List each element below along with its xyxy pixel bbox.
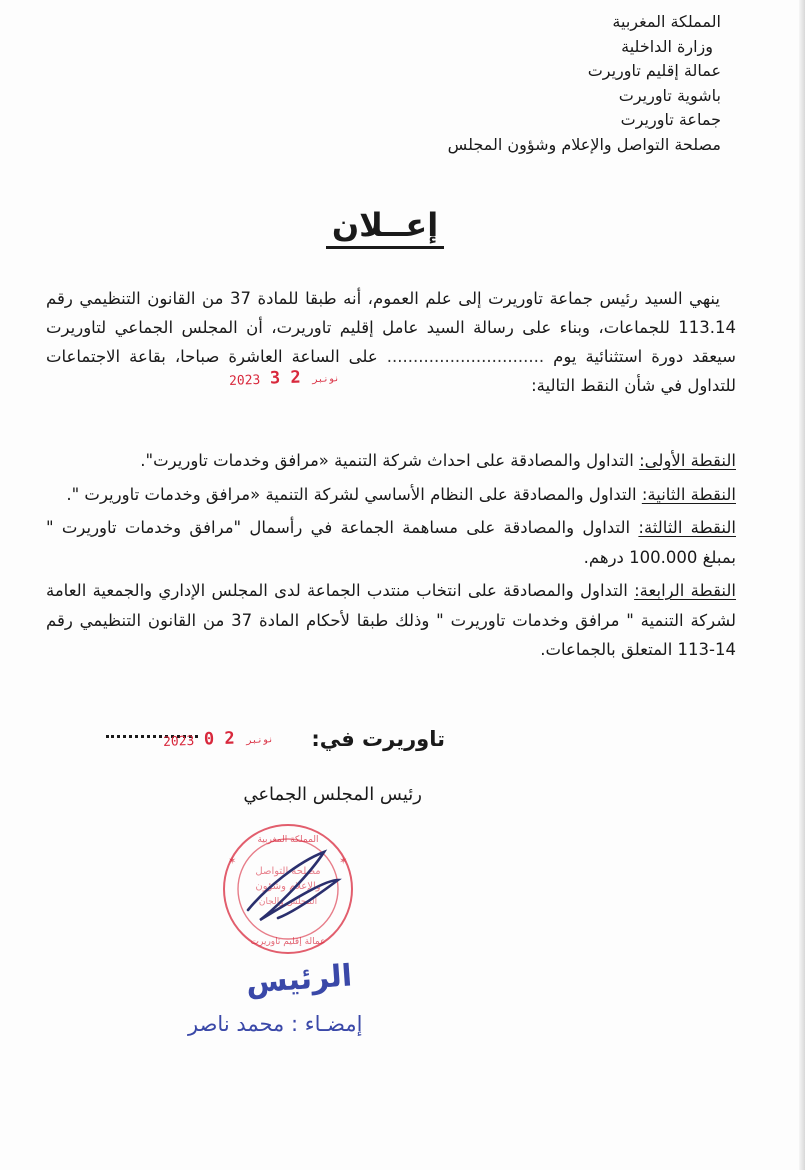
seal-inner-line-1: مصلحة التواصل <box>255 866 321 877</box>
president-signature-title: الرئيس <box>244 958 354 1001</box>
president-label: رئيس المجلس الجماعي <box>243 784 422 805</box>
agenda-point-text: التداول والمصادقة على انتخاب منتدب الجماعة لدى المجلس الإداري والجمعية العامة لشركة التنمية " مرافق وخدمات تاوريرت " وذلك طبقا لأحكام المادة 37 من القانون التنظيمي رقم 14-113 المتعلق بالجماعات. <box>46 581 736 659</box>
agenda-point-label: النقطة الأولى: <box>639 451 736 470</box>
agenda-point-text: التداول والمصادقة على النظام الأساسي لشركة التنمية «مرافق وخدمات تاوريرت ". <box>66 484 642 504</box>
agenda-point-1 <box>46 446 736 476</box>
seal-star-icon: ✶ <box>339 856 348 867</box>
seal-outer-text: المملكة المغربية <box>257 835 319 845</box>
seal-star-icon: ✶ <box>228 856 237 867</box>
letterhead-line: المملكة المغربية <box>612 12 721 31</box>
announcement-title <box>0 206 770 244</box>
seal-inner-line-2: والإعلام وشؤون <box>255 881 321 892</box>
place-date-label: تاوريرت في: <box>311 727 445 751</box>
agenda-points <box>46 446 736 669</box>
letterhead-line: باشوية تاوريرت <box>618 85 721 105</box>
letterhead-line: وزارة الداخلية <box>621 36 713 56</box>
letterhead-line: عمالة إقليم تاوريرت <box>587 61 721 80</box>
stamp-day: 2 0 <box>203 728 236 750</box>
stamp-month: نونبر <box>312 374 340 386</box>
agenda-point-text: التداول والمصادقة على مساهمة الجماعة في رأسمال "مرافق وخدمات تاوريرت " بمبلغ 100.000 درهم. <box>46 518 736 567</box>
seal-inner-line-3: المجلس والجان <box>258 897 318 907</box>
agenda-point-label: النقطة الثانية: <box>641 484 736 504</box>
intro-text-part2: على الساعة العاشرة صباحا، بقاعة الاجتماعات للتداول في شأن النقط التالية: <box>46 347 736 395</box>
stamp-day: 2 3 <box>269 367 302 389</box>
agenda-point-text: التداول والمصادقة على احداث شركة التنمية «مرافق وخدمات تاوريرت". <box>140 451 640 470</box>
page-edge-shadow <box>799 0 805 1170</box>
session-date-stamp <box>229 366 342 390</box>
seal-bottom-text: عمالة إقليم تاوريرت <box>250 937 326 947</box>
letterhead-line: مصلحة التواصل والإعلام وشؤون المجلس <box>447 134 721 154</box>
agenda-point-3 <box>46 513 736 572</box>
issue-date-stamp <box>163 727 276 751</box>
agenda-point-label: النقطة الرابعة: <box>634 581 737 600</box>
agenda-point-label: النقطة الثالثة: <box>638 518 736 537</box>
stamp-year: 2023 <box>228 372 261 389</box>
intro-text-part1: ينهي السيد رئيس جماعة تاوريرت إلى علم العموم، أنه طبقا للمادة 37 من القانون التنظيمي رقم 113.14 للجماعات، وبناء على رسالة السيد عامل إقليم تاوريرت، أن المجلس الجماعي لتاوريرت سيعقد دورة استثنائية يوم <box>46 289 736 366</box>
official-seal <box>206 822 370 956</box>
stamp-month: نونبر <box>246 735 274 747</box>
agenda-point-4 <box>46 576 736 665</box>
signed-by: إمضـاء : محمد ناصر <box>188 1012 363 1036</box>
letterhead <box>391 10 721 157</box>
agenda-point-2 <box>46 480 736 510</box>
session-date-dots: .............................. <box>386 347 545 366</box>
letterhead-line: جماعة تاوريرت <box>620 110 721 129</box>
announcement-title-text: إعــلان <box>326 206 444 249</box>
intro-paragraph <box>46 284 736 400</box>
stamp-year: 2023 <box>162 733 195 750</box>
